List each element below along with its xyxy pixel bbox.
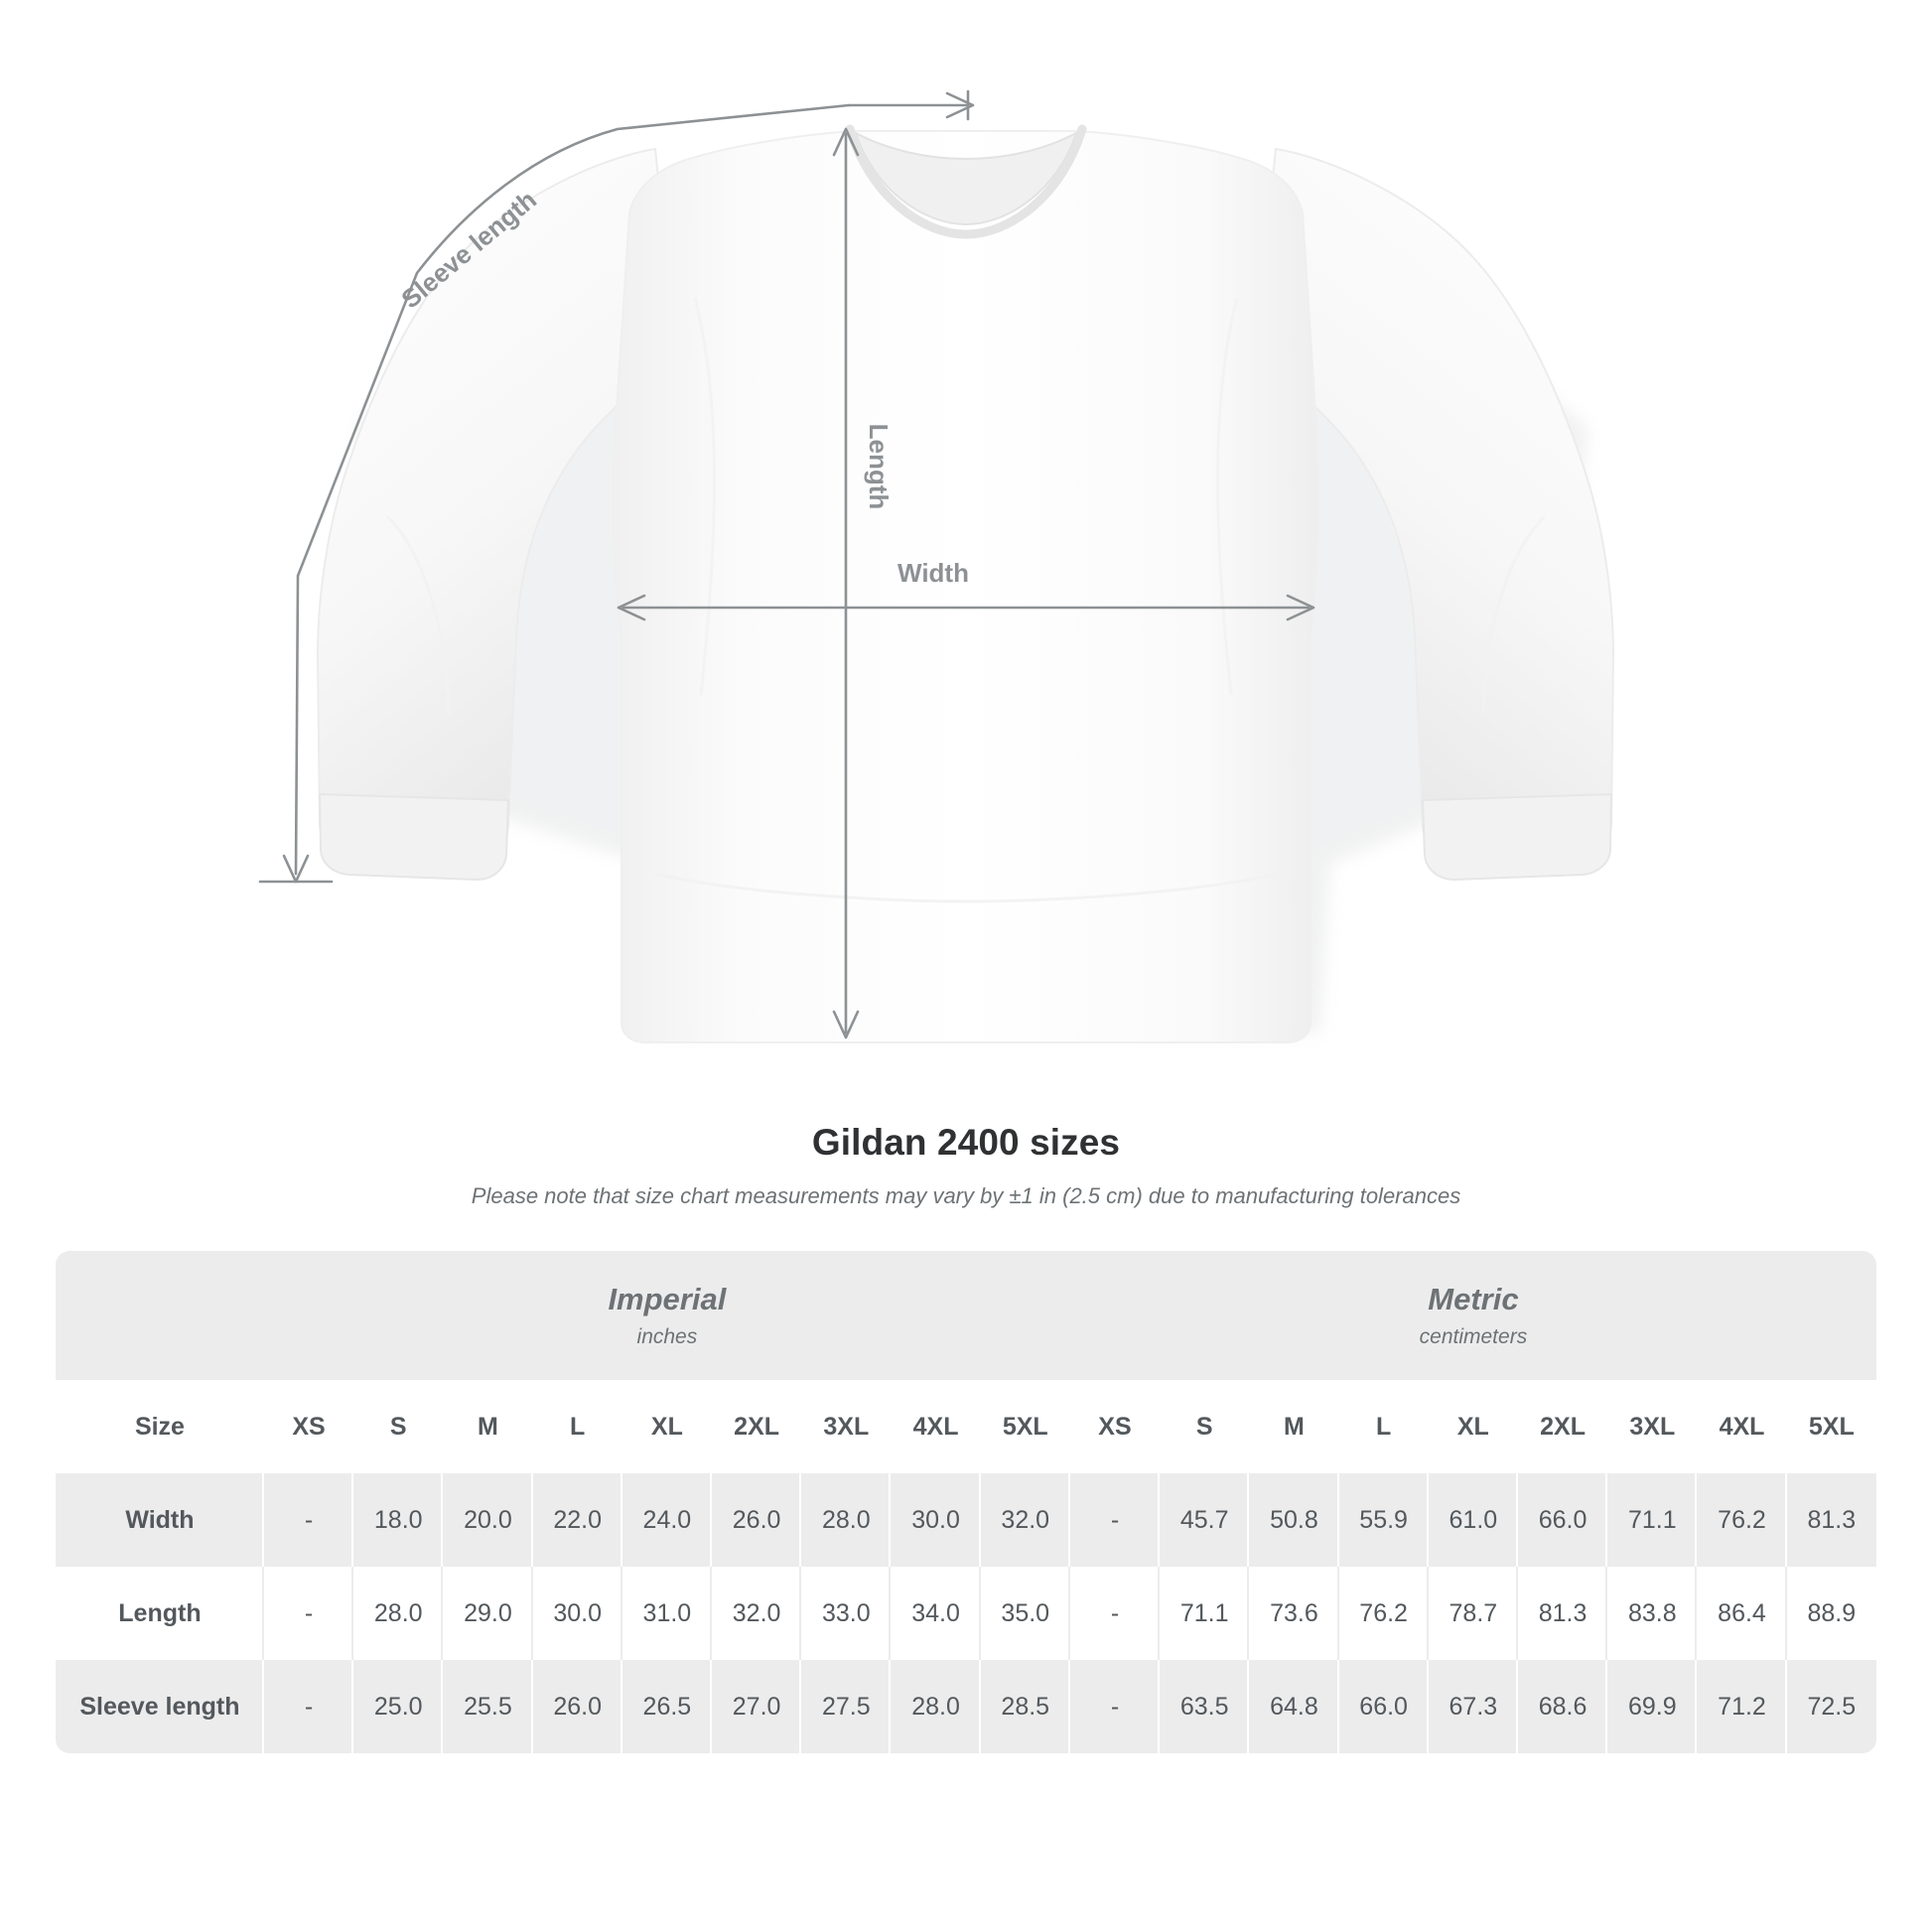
size-header-metric-s: S [1160, 1380, 1249, 1473]
unit-group-metric [1070, 1251, 1876, 1380]
size-header-metric-5xl: 5XL [1787, 1380, 1876, 1473]
cell-width-metric-5xl: 81.3 [1787, 1473, 1876, 1567]
size-header-imperial-4xl: 4XL [891, 1380, 980, 1473]
tolerance-note: Please note that size chart measurements may vary by ±1 in (2.5 cm) due to manufacturing tolerances [471, 1183, 1461, 1208]
cell-width-metric-l: 55.9 [1339, 1473, 1429, 1567]
cell-sleeve-imperial-l: 26.0 [533, 1660, 622, 1753]
cell-sleeve-metric-s: 63.5 [1160, 1660, 1249, 1753]
size-header-label: Size [56, 1380, 264, 1473]
cell-length-imperial-m: 29.0 [443, 1567, 532, 1660]
cell-length-metric-3xl: 83.8 [1607, 1567, 1697, 1660]
cell-length-metric-xs: - [1070, 1567, 1160, 1660]
cell-length-imperial-xl: 31.0 [622, 1567, 712, 1660]
cell-sleeve-metric-4xl: 71.2 [1697, 1660, 1786, 1753]
cell-width-metric-xl: 61.0 [1429, 1473, 1518, 1567]
cell-sleeve-metric-l: 66.0 [1339, 1660, 1429, 1753]
cell-length-imperial-xs: - [264, 1567, 353, 1660]
size-header-metric-4xl: 4XL [1697, 1380, 1786, 1473]
row-label-length: Length [56, 1567, 264, 1660]
cell-width-metric-s: 45.7 [1160, 1473, 1249, 1567]
cell-length-metric-5xl: 88.9 [1787, 1567, 1876, 1660]
row-label-width: Width [56, 1473, 264, 1567]
size-table [56, 1251, 1876, 1753]
size-header-metric-2xl: 2XL [1518, 1380, 1607, 1473]
page-title: Gildan 2400 sizes [811, 1122, 1121, 1163]
sleeve-length-label: Sleeve length [395, 184, 543, 315]
cell-width-imperial-4xl: 30.0 [891, 1473, 980, 1567]
cell-length-imperial-3xl: 33.0 [801, 1567, 891, 1660]
cell-sleeve-imperial-xs: - [264, 1660, 353, 1753]
cell-sleeve-metric-xl: 67.3 [1429, 1660, 1518, 1753]
cell-sleeve-metric-2xl: 68.6 [1518, 1660, 1607, 1753]
cell-sleeve-imperial-3xl: 27.5 [801, 1660, 891, 1753]
cell-width-imperial-l: 22.0 [533, 1473, 622, 1567]
cell-sleeve-imperial-5xl: 28.5 [981, 1660, 1070, 1753]
table-row [56, 1660, 1876, 1753]
size-header-row [56, 1380, 1876, 1473]
cell-length-imperial-s: 28.0 [353, 1567, 443, 1660]
cell-sleeve-imperial-2xl: 27.0 [712, 1660, 801, 1753]
size-header-imperial-l: L [533, 1380, 622, 1473]
table-row [56, 1473, 1876, 1567]
cell-sleeve-metric-5xl: 72.5 [1787, 1660, 1876, 1753]
cell-width-imperial-xl: 24.0 [622, 1473, 712, 1567]
cell-length-metric-4xl: 86.4 [1697, 1567, 1786, 1660]
cell-width-metric-xs: - [1070, 1473, 1160, 1567]
width-label: Width [897, 558, 969, 588]
size-table-wrapper [56, 1251, 1876, 1753]
right-cuff [1423, 794, 1611, 880]
unit-group-imperial-name: Imperial [608, 1282, 727, 1316]
cell-length-imperial-4xl: 34.0 [891, 1567, 980, 1660]
cell-sleeve-metric-xs: - [1070, 1660, 1160, 1753]
cell-width-metric-3xl: 71.1 [1607, 1473, 1697, 1567]
unit-group-metric-name: Metric [1428, 1282, 1519, 1316]
size-header-imperial-xl: XL [622, 1380, 712, 1473]
cell-width-metric-2xl: 66.0 [1518, 1473, 1607, 1567]
cell-length-imperial-2xl: 32.0 [712, 1567, 801, 1660]
left-cuff [320, 794, 508, 880]
size-header-imperial-xs: XS [264, 1380, 353, 1473]
cell-width-imperial-s: 18.0 [353, 1473, 443, 1567]
cell-length-imperial-5xl: 35.0 [981, 1567, 1070, 1660]
size-header-imperial-s: S [353, 1380, 443, 1473]
cell-length-metric-m: 73.6 [1249, 1567, 1338, 1660]
unit-header-row [56, 1251, 1876, 1380]
cell-length-metric-s: 71.1 [1160, 1567, 1249, 1660]
length-label: Length [864, 423, 894, 510]
cell-width-metric-4xl: 76.2 [1697, 1473, 1786, 1567]
size-header-metric-xs: XS [1070, 1380, 1160, 1473]
cell-sleeve-imperial-4xl: 28.0 [891, 1660, 980, 1753]
cell-width-imperial-2xl: 26.0 [712, 1473, 801, 1567]
size-header-metric-xl: XL [1429, 1380, 1518, 1473]
table-row [56, 1567, 1876, 1660]
unit-group-imperial [264, 1251, 1070, 1380]
title-block [0, 1122, 1932, 1209]
cell-length-metric-l: 76.2 [1339, 1567, 1429, 1660]
cell-length-metric-2xl: 81.3 [1518, 1567, 1607, 1660]
size-header-imperial-m: M [443, 1380, 532, 1473]
cell-width-imperial-5xl: 32.0 [981, 1473, 1070, 1567]
cell-length-imperial-l: 30.0 [533, 1567, 622, 1660]
size-header-metric-l: L [1339, 1380, 1429, 1473]
size-header-imperial-3xl: 3XL [801, 1380, 891, 1473]
cell-width-metric-m: 50.8 [1249, 1473, 1338, 1567]
size-header-metric-3xl: 3XL [1607, 1380, 1697, 1473]
cell-width-imperial-xs: - [264, 1473, 353, 1567]
cell-length-metric-xl: 78.7 [1429, 1567, 1518, 1660]
unit-spacer [56, 1251, 264, 1380]
cell-sleeve-imperial-s: 25.0 [353, 1660, 443, 1753]
cell-width-imperial-m: 20.0 [443, 1473, 532, 1567]
cell-width-imperial-3xl: 28.0 [801, 1473, 891, 1567]
cell-sleeve-metric-3xl: 69.9 [1607, 1660, 1697, 1753]
unit-group-imperial-sub: inches [636, 1325, 698, 1348]
row-label-sleeve-length: Sleeve length [56, 1660, 264, 1753]
cell-sleeve-imperial-xl: 26.5 [622, 1660, 712, 1753]
size-header-metric-m: M [1249, 1380, 1338, 1473]
cell-sleeve-metric-m: 64.8 [1249, 1660, 1338, 1753]
unit-group-metric-sub: centimeters [1419, 1325, 1528, 1348]
size-header-imperial-5xl: 5XL [981, 1380, 1070, 1473]
cell-sleeve-imperial-m: 25.5 [443, 1660, 532, 1753]
size-header-imperial-2xl: 2XL [712, 1380, 801, 1473]
